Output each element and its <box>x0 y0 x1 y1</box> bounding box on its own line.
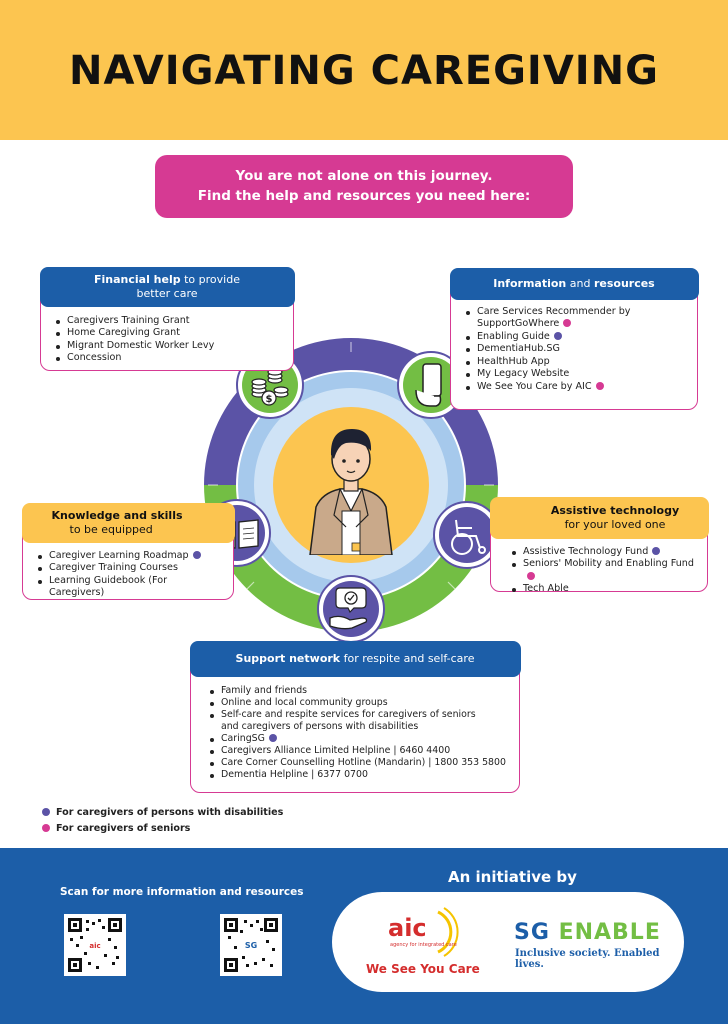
list-item: Self-care and respite services for caregivers of seniors <box>221 709 509 721</box>
list-item: Enabling Guide <box>477 331 687 344</box>
svg-text:SG: SG <box>244 941 258 950</box>
sg-enable-qr-code[interactable] <box>220 914 282 976</box>
qr-code-icon <box>224 918 278 972</box>
tagline-line1: You are not alone on this journey. <box>235 168 493 184</box>
page-title: NAVIGATING CAREGIVING <box>69 48 659 94</box>
svg-text:aic: aic <box>388 914 427 942</box>
list-item: Home Caregiving Grant <box>67 327 283 340</box>
assistive-technology-heading: Assistive technology for your loved one <box>490 497 709 539</box>
knowledge-skills-card <box>22 503 234 600</box>
knowledge-skills-list <box>23 543 233 606</box>
knowledge-skills-heading: Knowledge and skills to be equipped <box>22 503 235 543</box>
disabilities-dot-icon <box>269 734 277 742</box>
list-item: My Legacy Website <box>477 368 687 381</box>
information-resources-list <box>451 300 697 400</box>
list-item: Tech Able <box>523 583 697 596</box>
qr-code-icon <box>68 918 122 972</box>
disabilities-dot-icon <box>554 332 562 340</box>
list-item-continuation: Concession <box>67 352 283 365</box>
list-item: Care Services Recommender by <box>477 306 687 319</box>
list-item: We See You Care by AIC <box>477 381 687 394</box>
aic-tagline: We See You Care <box>366 962 480 976</box>
seniors-dot-icon <box>596 382 604 390</box>
seniors-dot-icon <box>42 824 50 832</box>
svg-text:agency for integrated care: agency for integrated care <box>390 942 457 948</box>
sg-enable-title: SG ENABLE <box>514 920 661 945</box>
legend-disabilities: For caregivers of persons with disabilities <box>42 805 283 821</box>
list-item: Care Corner Counselling Hotline (Mandarin) | 1800 353 5800 <box>221 757 509 769</box>
support-network-card <box>190 641 520 793</box>
assistive-technology-card <box>490 497 708 595</box>
support-network-heading: Support network for respite and self-care <box>190 641 521 677</box>
financial-help-list <box>41 307 293 371</box>
seniors-dot-icon <box>527 572 535 580</box>
svg-text:aic: aic <box>89 942 101 950</box>
assistive-technology-list <box>491 539 707 602</box>
list-item: Caregiver Training Courses <box>49 562 223 575</box>
list-item: Caregivers Training Grant <box>67 315 283 328</box>
information-resources-heading: Information and resources <box>450 268 699 300</box>
list-item: Assistive Technology Fund <box>523 546 697 559</box>
caregiver-illustration <box>296 415 406 555</box>
list-item: Migrant Domestic Worker Levy <box>67 340 283 353</box>
scan-label: Scan for more information and resources <box>60 886 304 898</box>
list-item: HealthHub App <box>477 356 687 369</box>
list-item: Learning Guidebook (For Caregivers) <box>49 575 223 600</box>
legend-seniors: For caregivers of seniors <box>42 821 283 837</box>
list-item: Seniors' Mobility and Enabling Fund <box>523 558 697 583</box>
tagline-line2: Find the help and resources you need here: <box>197 188 531 204</box>
financial-help-card <box>40 267 294 371</box>
list-item: Caregiver Learning Roadmap <box>49 550 223 563</box>
disabilities-dot-icon <box>193 551 201 559</box>
tagline-banner <box>155 155 573 218</box>
list-item-continuation: and caregivers of persons with disabilities <box>221 720 419 732</box>
disabilities-dot-icon <box>42 808 50 816</box>
svg-text:$: $ <box>265 394 273 405</box>
heart-hand-icon <box>316 574 386 644</box>
initiative-label: An initiative by <box>448 868 577 886</box>
sg-enable-tagline: Inclusive society. Enabled lives. <box>515 948 660 970</box>
list-item: Dementia Helpline | 6377 0700 <box>221 769 509 781</box>
support-network-list <box>191 677 519 787</box>
aic-logo <box>382 906 472 960</box>
financial-help-heading: Financial help to provide better care <box>40 267 295 307</box>
header-banner <box>0 0 728 140</box>
list-item: Caregivers Alliance Limited Helpline | 6460 4400 <box>221 745 509 757</box>
seniors-dot-icon <box>563 319 571 327</box>
legend <box>42 805 283 837</box>
list-item: DementiaHub.SG <box>477 343 687 356</box>
list-item: Online and local community groups <box>221 697 509 709</box>
list-item: Family and friends <box>221 685 509 697</box>
information-resources-card <box>450 268 698 410</box>
list-item: CaringSG <box>221 733 509 745</box>
disabilities-dot-icon <box>652 547 660 555</box>
partner-logos <box>332 892 684 992</box>
footer <box>0 848 728 1024</box>
aic-qr-code[interactable] <box>64 914 126 976</box>
list-item-continuation: SupportGoWhere <box>477 318 560 330</box>
